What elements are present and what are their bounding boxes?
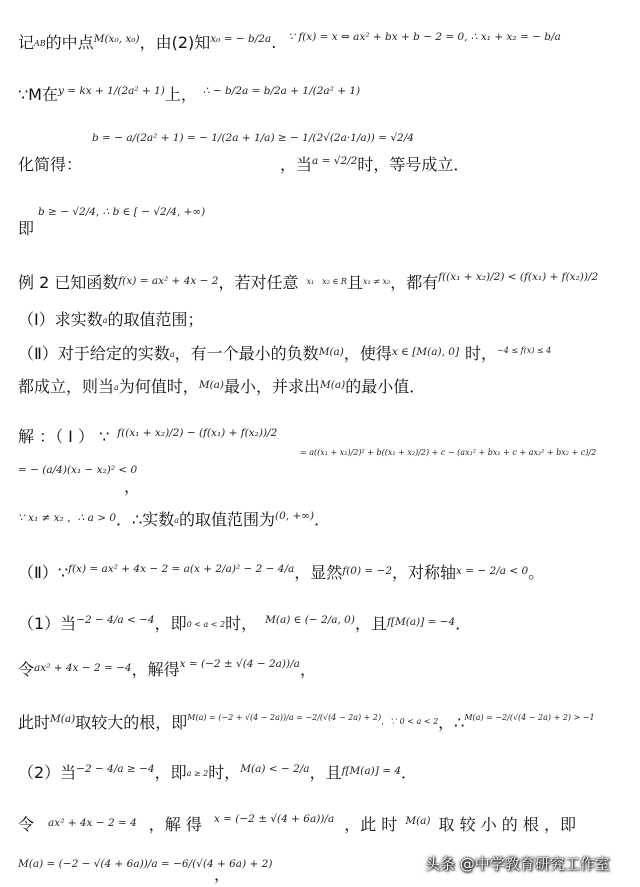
math: AB bbox=[34, 39, 46, 48]
line-11b bbox=[300, 440, 596, 459]
math: M(a) bbox=[405, 815, 431, 827]
text: ， bbox=[214, 865, 231, 884]
math: M(a) bbox=[198, 379, 225, 391]
math: f[M(a)] = −4 bbox=[386, 616, 456, 628]
line-15 bbox=[18, 611, 471, 634]
text: ，解得 bbox=[131, 660, 180, 679]
text: 都成立，则当 bbox=[18, 377, 115, 396]
math: x₂ ∈ R bbox=[322, 277, 347, 286]
line-13 bbox=[18, 507, 330, 530]
math: = − (a/4)(x₁ − x₂)² < 0 bbox=[18, 464, 138, 476]
text: 即 bbox=[18, 219, 35, 238]
line-20b bbox=[214, 862, 230, 885]
math: x = (−2 ± √(4 + 6a))/a bbox=[213, 813, 335, 825]
text: 为何值时， bbox=[118, 377, 199, 396]
text: ，有一个最小的负数 bbox=[174, 344, 319, 363]
text: 此时 bbox=[18, 713, 51, 732]
math: f((x₁ + x₂)/2) < (f(x₁) + f(x₂))/2 bbox=[438, 271, 599, 283]
math: f((x₁ + x₂)/2) − (f(x₁) + f(x₂))/2 bbox=[117, 427, 278, 439]
math: M(a) = (−2 − √(4 + 6a))/a = −6/(√(4 + 6a) + 2) bbox=[18, 858, 273, 870]
line-17 bbox=[18, 710, 595, 733]
math: ax² + 4x − 2 = −4 bbox=[34, 662, 132, 674]
math: a bbox=[169, 350, 175, 359]
line-14 bbox=[18, 560, 544, 583]
text: （Ⅱ）对于给定的实数 bbox=[18, 344, 170, 363]
math: ∵ x₁ ≠ x₂ ，∴ a > 0 bbox=[18, 512, 117, 524]
text: （Ⅱ）∵ bbox=[18, 563, 69, 582]
text: 时， bbox=[208, 763, 241, 782]
math: a = √2/2 bbox=[312, 155, 358, 167]
text: 令 bbox=[18, 660, 35, 679]
math: 0 < a < 2 bbox=[186, 620, 226, 629]
math: −2 − 4/a ≥ −4 bbox=[76, 763, 155, 775]
text: ，且 bbox=[309, 763, 342, 782]
line-10 bbox=[18, 374, 425, 397]
math: b ≥ − √2/4, ∴ b ∈ [ − √2/4, +∞) bbox=[38, 206, 206, 218]
math: −4 ≤ f(x) ≤ 4 bbox=[497, 346, 552, 355]
math: x₁ bbox=[306, 277, 315, 286]
math: ，∵ 0 < a < 2 bbox=[381, 717, 439, 726]
line-05 bbox=[38, 200, 205, 219]
watermark bbox=[425, 853, 610, 874]
text: 解 ：（ Ⅰ ） ∵ bbox=[18, 427, 110, 446]
line-01 bbox=[18, 30, 561, 53]
text: 时， bbox=[225, 614, 258, 633]
text: ，对称轴 bbox=[392, 563, 457, 582]
text: ， bbox=[299, 660, 316, 679]
text: 例 2 已知函数 bbox=[18, 273, 119, 292]
math: (0, +∞) bbox=[275, 510, 315, 522]
math: x = − 2/a < 0 bbox=[456, 565, 529, 577]
text: ，显然 bbox=[294, 563, 343, 582]
text: 取较大的根，即 bbox=[75, 713, 188, 732]
math: x₀ = − b/2a bbox=[210, 33, 272, 45]
text: ，即 bbox=[154, 763, 187, 782]
math: f(0) = −2 bbox=[342, 565, 393, 577]
math: f(x) = ax² + 4x − 2 = a(x + 2/a)² − 2 − 4/a bbox=[68, 563, 295, 575]
line-11 bbox=[18, 424, 277, 447]
line-09 bbox=[18, 341, 551, 364]
line-16 bbox=[18, 657, 316, 680]
text: 且 bbox=[346, 273, 363, 292]
text: 的取值范围； bbox=[107, 310, 204, 329]
text: 取 较 小 的 根 ，即 bbox=[438, 815, 576, 834]
text: （Ⅰ）求实数 bbox=[18, 310, 103, 329]
line-08 bbox=[18, 307, 204, 330]
text: 令 bbox=[18, 815, 35, 834]
text: ，若对任意 bbox=[218, 273, 299, 292]
math: M(a) bbox=[320, 379, 346, 391]
text: ，解 得 bbox=[148, 815, 202, 834]
line-19 bbox=[18, 812, 576, 835]
text: ，都有 bbox=[390, 273, 439, 292]
math: y = kx + 1/(2a² + 1) bbox=[58, 85, 165, 97]
math: M(x₀, x₀) bbox=[93, 33, 140, 45]
text: （2）当 bbox=[18, 763, 77, 782]
line-07 bbox=[18, 270, 598, 293]
text: . bbox=[271, 33, 277, 52]
line-02 bbox=[18, 82, 360, 105]
line-20 bbox=[18, 852, 272, 871]
math: M(a) ∈ (− 2/a, 0) bbox=[265, 614, 355, 626]
text: ，此 时 bbox=[344, 815, 398, 834]
math: ∴ − b/2a = b/2a + 1/(2a² + 1) bbox=[202, 85, 361, 97]
line-12 bbox=[18, 458, 137, 477]
math: ∵ f(x) = x ⇔ ax² + bx + b − 2 = 0, ∴ x₁ + x₂ = − b/a bbox=[288, 31, 561, 43]
math: M(a) < − 2/a bbox=[240, 763, 310, 775]
text: 的最小值． bbox=[345, 377, 426, 396]
text: 时，等号成立． bbox=[357, 155, 470, 174]
text: ．∴实数 bbox=[116, 510, 175, 529]
math: a bbox=[102, 316, 108, 325]
text: ，使得 bbox=[343, 344, 392, 363]
math: M(a) bbox=[50, 713, 76, 725]
math: = a((x₁ + x₂)/2)² + b((x₁ + x₂)/2) + c − (ax₁² + bx₁ + c + ax₂² + bx₂ + c)/2 bbox=[300, 448, 597, 457]
watermark-text: 头条 @中学教育研究工作室 bbox=[425, 855, 610, 873]
text: 时， bbox=[465, 344, 498, 363]
line-18 bbox=[18, 760, 417, 783]
math: f[M(a)] = 4 bbox=[341, 765, 402, 777]
math: a bbox=[174, 516, 179, 525]
text: 。 bbox=[528, 563, 545, 582]
text: ，∴ bbox=[438, 713, 465, 732]
text: （1）当 bbox=[18, 614, 77, 633]
line-06 bbox=[18, 216, 34, 239]
math: x = (−2 ± √(4 − 2a))/a bbox=[179, 658, 300, 670]
text: 在 bbox=[41, 85, 58, 104]
line-04 bbox=[18, 152, 469, 175]
text: 化简得： bbox=[18, 155, 75, 174]
math: ax² + 4x − 2 = 4 bbox=[48, 817, 137, 829]
text: ． bbox=[314, 510, 331, 529]
text: ， bbox=[124, 477, 141, 496]
math: M(a) bbox=[318, 346, 344, 358]
text: 上， bbox=[164, 85, 197, 104]
text: 最小，并求出 bbox=[224, 377, 321, 396]
math: x ∈ [M(a), 0] bbox=[391, 346, 460, 358]
math: M(a) = (−2 + √(4 − 2a))/a = −2/(√(4 − 2a) + 2) bbox=[187, 713, 382, 722]
math: b = − a/(2a² + 1) = − 1/(2a + 1/a) ≥ − 1/(2√(2a·1/a)) = √2/4 bbox=[92, 132, 414, 144]
text: 的中点 bbox=[45, 33, 94, 52]
math: a ≥ 2 bbox=[186, 769, 209, 778]
text: ，即 bbox=[154, 614, 187, 633]
text: ，当 bbox=[280, 155, 313, 174]
line-12b bbox=[124, 474, 140, 497]
text: ． bbox=[401, 763, 418, 782]
text: ． bbox=[455, 614, 472, 633]
math: x₁ ≠ x₂ bbox=[362, 277, 391, 286]
text: 记 bbox=[18, 33, 35, 52]
math: −2 − 4/a < −4 bbox=[76, 614, 155, 626]
text: 的取值范围为 bbox=[179, 510, 276, 529]
text: ∵M bbox=[18, 85, 42, 104]
text: ，且 bbox=[354, 614, 387, 633]
math: M(a) = −2/(√(4 − 2a) + 2) > −1 bbox=[464, 713, 595, 722]
text: ，由(2)知 bbox=[139, 33, 211, 52]
line-03 bbox=[92, 126, 414, 145]
math: a bbox=[114, 383, 119, 392]
math: f(x) = ax² + 4x − 2 bbox=[118, 275, 219, 287]
